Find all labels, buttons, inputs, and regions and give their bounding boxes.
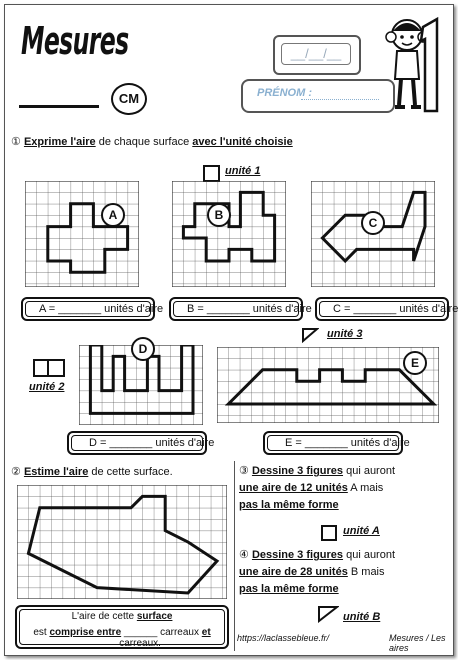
footer-course: Mesures / Les aires <box>389 633 446 653</box>
unit-a-square <box>321 525 337 541</box>
name-label: PRÉNOM : <box>257 87 312 99</box>
date-field[interactable]: __/__/__ <box>281 43 351 65</box>
estimate-min[interactable]: ______ carreaux <box>121 627 202 638</box>
grid-b <box>172 181 286 287</box>
unit3-label: unité 3 <box>327 328 363 340</box>
answer-e-box <box>263 431 410 455</box>
unit1-square <box>203 165 220 182</box>
section1-instruction: ① Exprime l'aire de chaque surface avec l'unité choisie <box>11 136 293 148</box>
footer-url[interactable]: https://laclassebleue.fr/ <box>237 633 330 643</box>
grid-estimate <box>17 485 227 599</box>
answer-d[interactable]: D = _______ unités d'aire <box>89 437 215 449</box>
column-divider <box>234 461 235 651</box>
answer-e[interactable]: E = _______ unités d'aire <box>285 437 410 449</box>
shape-c-label: C <box>361 211 385 235</box>
grid-a <box>25 181 139 287</box>
answer-a[interactable]: A = _______ unités d'aire <box>39 303 164 315</box>
section4-instruction: ④ Dessine 3 figures qui auront une aire de 28 unités B mais pas la même forme <box>239 549 396 595</box>
shape-b-label: B <box>207 203 231 227</box>
answer-c[interactable]: C = _______ unités d'aire <box>333 303 458 315</box>
date-box <box>273 35 361 75</box>
unit-b-label: unité B <box>343 611 381 623</box>
answer-c-box <box>315 297 458 321</box>
shape-e-label: E <box>403 351 427 375</box>
unit3-triangle <box>301 327 319 343</box>
section2-instruction: ② Estime l'aire de cette surface. <box>11 466 173 478</box>
unit-b-triangle <box>317 605 339 623</box>
answer-b-box <box>169 297 312 321</box>
section3-instruction: ③ Dessine 3 figures qui auront une aire de 12 unités A mais pas la même forme <box>239 465 396 511</box>
unit1-label: unité 1 <box>225 165 261 177</box>
answer-b[interactable]: B = _______ unités d'aire <box>187 303 312 315</box>
worksheet-title: Mesures <box>21 19 129 63</box>
unit-a-label: unité A <box>343 525 380 537</box>
answer-d-box <box>67 431 215 455</box>
estimate-answer-box: L'aire de cette surface est comprise entre ______ carreaux et ______ carreaux. <box>15 605 229 649</box>
title-underline <box>19 105 99 108</box>
shape-a-label: A <box>101 203 125 227</box>
worksheet <box>4 4 458 656</box>
child-holding-one-illustration <box>383 15 449 115</box>
name-box <box>241 79 395 113</box>
level-badge: CM <box>111 83 147 115</box>
answer-a-box <box>21 297 164 321</box>
estimate-max[interactable]: ______ carreaux. <box>83 638 161 649</box>
shape-d-label: D <box>131 337 155 361</box>
name-field[interactable] <box>301 89 379 100</box>
unit2-label: unité 2 <box>29 381 65 393</box>
unit2-rect <box>33 359 65 377</box>
